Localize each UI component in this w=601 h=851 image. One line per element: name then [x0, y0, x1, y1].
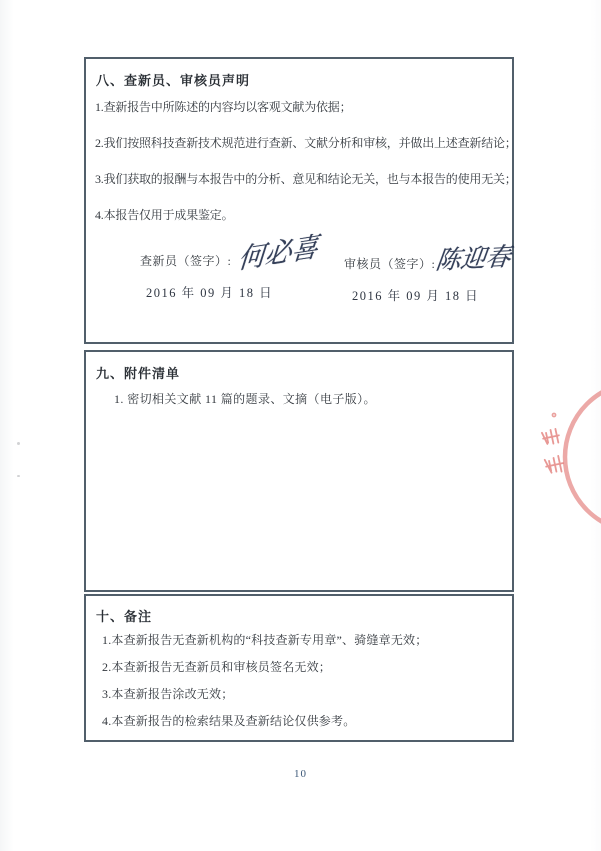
red-edge-seal — [520, 385, 601, 535]
remark-item-1: 1.本查新报告无查新机构的“科技查新专用章”、骑缝章无效； — [102, 633, 428, 647]
scan-speck — [17, 475, 20, 477]
remark-item-4: 4.本查新报告的检索结果及查新结论仅供参考。 — [102, 714, 356, 728]
attachment-item-1: 1. 密切相关文献 11 篇的题录、文摘（电子版）。 — [114, 392, 376, 406]
page-number: 10 — [294, 768, 307, 780]
statement-item-3: 3.我们获取的报酬与本报告中的分析、意见和结论无关，也与本报告的使用无关； — [95, 172, 517, 186]
section-10-title: 十、备注 — [96, 609, 153, 624]
reviewer-sign-date: 2016 年 09 月 18 日 — [352, 289, 480, 303]
section-10-remarks-box — [84, 594, 514, 742]
searcher-signature: 何必喜 — [236, 231, 320, 275]
section-9-title: 九、附件清单 — [96, 366, 181, 381]
section-8-title: 八、查新员、审核员声明 — [96, 73, 251, 88]
searcher-signature-label: 查新员（签字）: — [140, 254, 232, 268]
section-8-statement-box — [84, 57, 517, 344]
remark-item-2: 2.本查新报告无查新员和审核员签名无效； — [102, 660, 332, 674]
statement-item-1: 1.查新报告中所陈述的内容均以客观文献为依据； — [95, 100, 352, 114]
section-9-attachments-box — [84, 350, 514, 592]
remark-item-3: 3.本查新报告涂改无效； — [102, 687, 234, 701]
searcher-sign-date: 2016 年 09 月 18 日 — [146, 286, 274, 300]
reviewer-signature-label: 审核员（签字）: — [344, 257, 436, 271]
statement-item-4: 4.本报告仅用于成果鉴定。 — [95, 208, 234, 222]
scan-speck — [17, 442, 20, 445]
statement-item-2: 2.我们按照科技查新技术规范进行查新、文献分析和审核，并做出上述查新结论； — [95, 136, 517, 150]
reviewer-signature: 陈迎春 — [434, 243, 513, 276]
